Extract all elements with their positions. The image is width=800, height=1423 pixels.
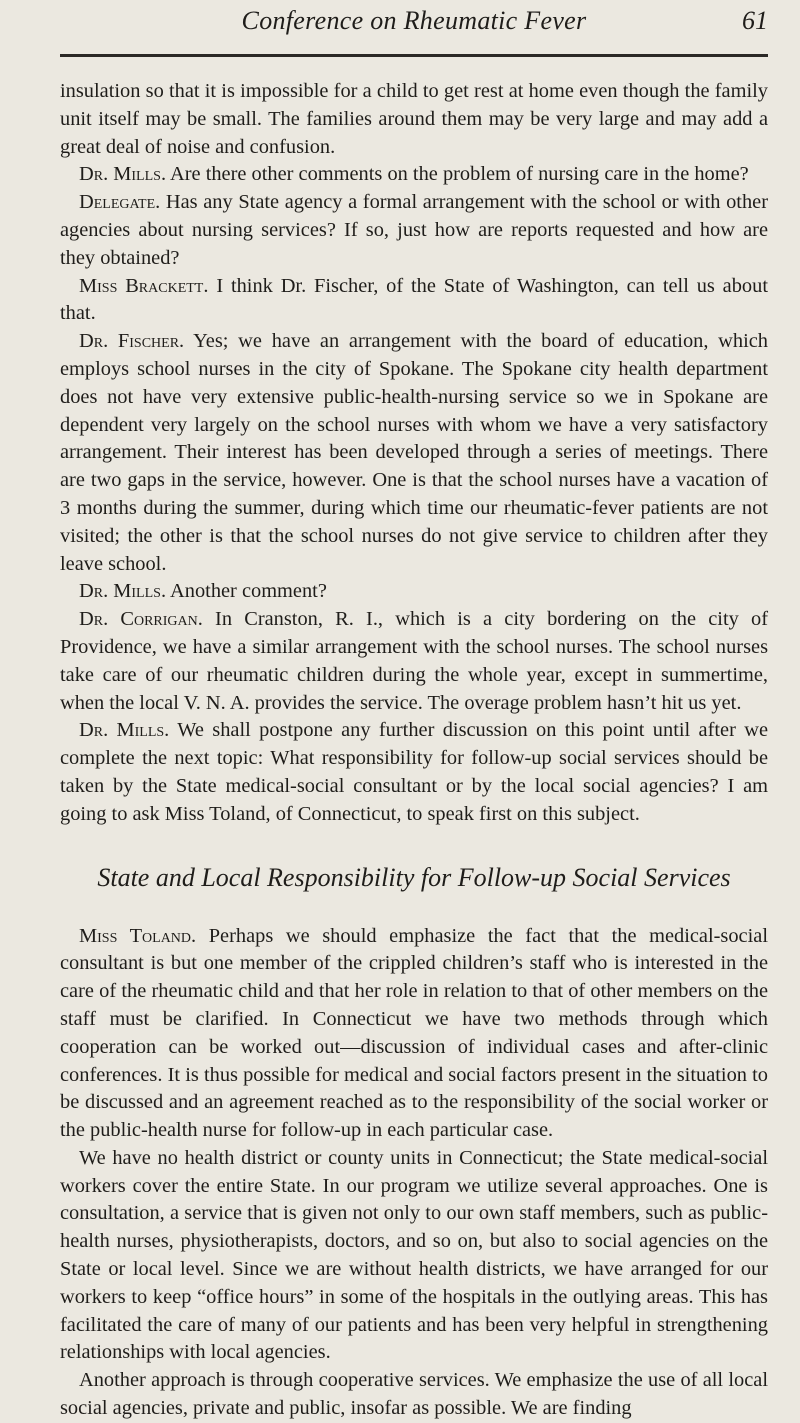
- paragraph: [60, 161, 768, 189]
- speaker-name: Dr. Fischer.: [79, 330, 185, 353]
- speaker-name: Miss Toland.: [79, 924, 197, 947]
- paragraph-text: I think Dr. Fischer, of the State of Washington, can tell us about that.: [60, 274, 768, 325]
- paragraph-text: We shall postpone any further discussion on this point until after we complete the next topic: What responsibility for follow-up social services should be taken by the State medical-social consultant or by the local social agencies? I am going to ask Miss Toland, of Connecticut, to speak first on this subject.: [60, 719, 769, 825]
- paragraph-text: Perhaps we should emphasize the fact that the medical-social consultant is but one member of the crippled children’s staff who is interested in the care of the rheumatic child and that her role in relation to that of other members on the staff must be clarified. In Connecticut we have two methods through which cooperation can be worked out—discussion of individual cases and after-clinic conferences. It is thus possible for medical and social factors present in the situation to be discussed and an agreement reached as to the responsibility of the social worker or the public-health nurse for follow-up in each particular case.: [60, 924, 768, 1142]
- speaker-name: Dr. Mills.: [79, 719, 170, 742]
- paragraph: [60, 189, 768, 272]
- running-title: Conference on Rheumatic Fever: [241, 6, 587, 35]
- paragraph-text: Yes; we have an arrangement with the board of education, which employs school nurses in the city of Spokane. The Spokane city health department does not have very extensive public-health-nursing service so we in Spokane are dependent very largely on the school nurses with whom we have a very satisfactory arrangement. Their interest has been developed through a series of meetings. There are two gaps in the service, however. One is that the school nurses have a vacation of 3 months during the summer, during which time our rheumatic-fever patients are not visited; the other is that the school nurses do not give service to children after they leave school.: [60, 330, 768, 575]
- paragraph: [60, 923, 768, 1145]
- paragraph-text: insulation so that it is impossible for a child to get rest at home even though the family unit itself may be small. The families around them may be very large and may add a great deal of noise and confusion.: [60, 80, 768, 158]
- paragraph: [60, 78, 768, 161]
- paragraph-text: We have no health district or county units in Connecticut; the State medical-social workers cover the entire State. In our program we utilize several approaches. One is consultation, a service that is given not only to our own staff members, such as public-health nurses, physiotherapists, doctors, and so on, but also to social agencies on the State or local level. Since we are without health districts, we have arranged for our workers to keep “office hours” in some of the hospitals in the outlying areas. This has facilitated the care of many of our patients and has been very helpful in strengthening relationships with local agencies.: [60, 1146, 768, 1364]
- speaker-name: Dr. Mills.: [79, 580, 167, 603]
- speaker-name: Dr. Mills.: [79, 163, 167, 186]
- paragraph-text: Are there other comments on the problem of nursing care in the home?: [170, 163, 749, 186]
- page-number: 61: [742, 6, 768, 35]
- paragraph-text: Another comment?: [170, 580, 327, 603]
- paragraph-text: Another approach is through cooperative services. We emphasize the use of all local social agencies, private and public, insofar as possible. We are finding: [60, 1369, 768, 1420]
- body-text: [60, 78, 768, 1423]
- header-rule: [60, 54, 768, 57]
- speaker-name: Dr. Corrigan.: [79, 608, 203, 631]
- page-header: [60, 0, 768, 64]
- paragraph-text: Has any State agency a formal arrangement with the school or with other agencies about nursing services? If so, just how are reports requested and how are they obtained?: [60, 191, 768, 269]
- speaker-name: Miss Brackett.: [79, 274, 209, 297]
- paragraph: [60, 273, 768, 329]
- paragraph: [60, 717, 768, 828]
- section-heading: State and Local Responsibility for Follow-up Social Services: [97, 862, 731, 892]
- paragraph: [60, 1145, 768, 1367]
- paragraph: [60, 328, 768, 578]
- paragraph: [60, 1367, 768, 1423]
- paragraph-text: In Cranston, R. I., which is a city bordering on the city of Providence, we have a similar arrangement with the school nurses. The school nurses take care of our rheumatic children during the whole year, except in summertime, when the local V. N. A. provides the service. The overage problem hasn’t hit us yet.: [60, 608, 768, 714]
- paragraph: [60, 606, 768, 717]
- speaker-name: Delegate.: [79, 191, 161, 214]
- paragraph: [60, 578, 768, 606]
